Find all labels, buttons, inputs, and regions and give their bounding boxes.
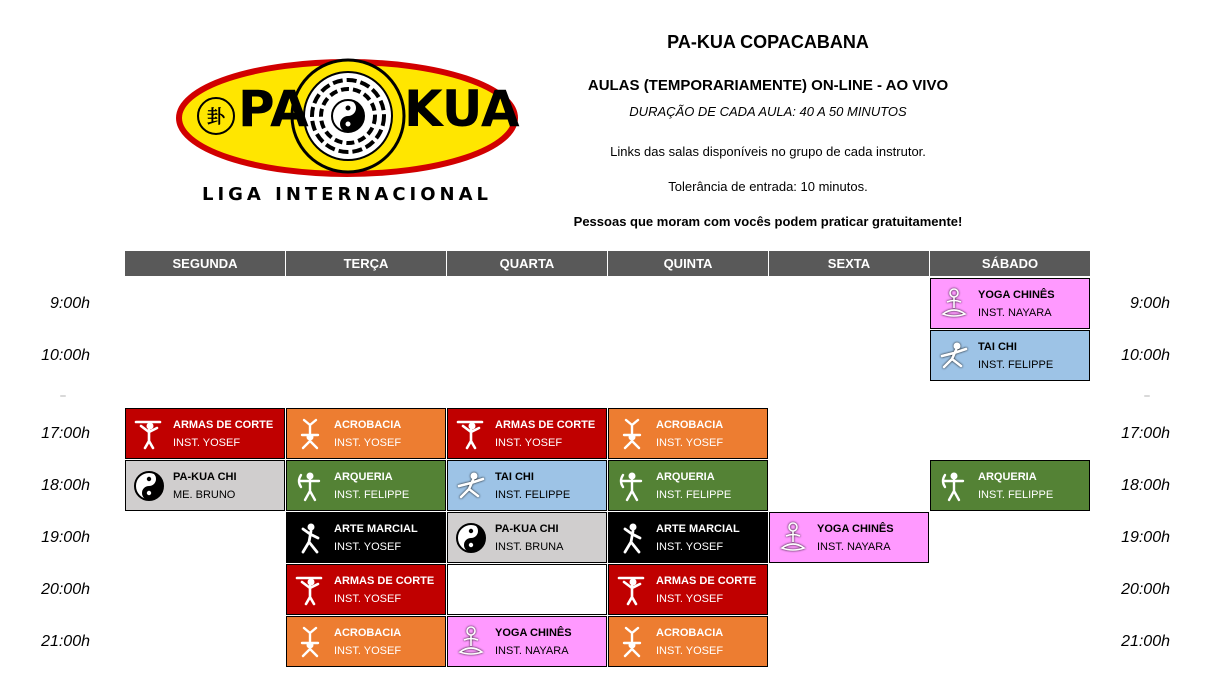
class-instructor: INST. YOSEF (334, 437, 402, 449)
sword-pose-icon (293, 573, 327, 607)
class-name: ARMAS DE CORTE (495, 419, 596, 431)
time-label-left: 21:00h (41, 633, 90, 650)
yoga-pose-icon (776, 521, 810, 555)
time-label-left: 9:00h (49, 295, 90, 312)
martial-pose-icon (615, 521, 649, 555)
class-instructor: INST. NAYARA (978, 307, 1052, 319)
class-name: YOGA CHINÊS (817, 523, 894, 535)
time-label-right: 20:00h (1121, 581, 1170, 598)
class-instructor: INST. FELIPPE (978, 489, 1054, 501)
class-name: ARMAS DE CORTE (656, 575, 757, 587)
sword-pose-icon (615, 573, 649, 607)
time-label-left: 17:00h (41, 425, 90, 442)
class-instructor: INST. FELIPPE (334, 489, 410, 501)
archer-pose-icon (293, 469, 327, 503)
class-name: PA-KUA CHI (173, 471, 237, 483)
class-cell (125, 460, 285, 511)
logo-subtitle: LIGA INTERNACIONAL (201, 184, 492, 205)
class-name: YOGA CHINÊS (978, 289, 1055, 301)
martial-pose-icon (293, 521, 327, 555)
class-cell (125, 408, 285, 459)
class-instructor: INST. FELIPPE (978, 359, 1054, 371)
time-label-right: 18:00h (1121, 477, 1170, 494)
time-label-right: 9:00h (1129, 295, 1170, 312)
time-label-left: 18:00h (41, 477, 90, 494)
class-name: PA-KUA CHI (495, 523, 559, 535)
tai-chi-pose-icon (454, 469, 488, 503)
empty-class-slot (447, 564, 607, 615)
gap-marker (60, 395, 66, 397)
archer-pose-icon (937, 469, 971, 503)
class-instructor: INST. YOSEF (656, 541, 724, 553)
acrobat-pose-icon (615, 625, 649, 659)
class-name: ARQUERIA (978, 471, 1037, 483)
class-name: ARTE MARCIAL (656, 523, 740, 535)
yin-yang-icon (454, 521, 488, 555)
day-header-quinta: QUINTA (608, 251, 768, 276)
pakua-logo (176, 58, 518, 218)
time-label-left: 20:00h (41, 581, 90, 598)
class-instructor: INST. YOSEF (334, 645, 402, 657)
day-header-segunda: SEGUNDA (125, 251, 285, 276)
class-cell (608, 616, 768, 667)
sword-pose-icon (132, 417, 166, 451)
class-name: ARQUERIA (656, 471, 715, 483)
gap-marker (1144, 395, 1150, 397)
class-cell (608, 460, 768, 511)
free-practice-notice: Pessoas que moram com vocês podem praticar gratuitamente! (573, 214, 963, 229)
class-instructor: INST. YOSEF (656, 645, 724, 657)
class-name: ACROBACIA (334, 419, 402, 431)
time-label-left: 19:00h (41, 529, 90, 546)
class-instructor: INST. YOSEF (656, 437, 724, 449)
time-label-right: 17:00h (1121, 425, 1170, 442)
class-instructor: INST. YOSEF (495, 437, 563, 449)
class-instructor: INST. NAYARA (495, 645, 569, 657)
yoga-pose-icon (937, 287, 971, 321)
class-cell (447, 512, 607, 563)
time-label-right: 21:00h (1121, 633, 1170, 650)
svg-text:卦: 卦 (207, 107, 225, 128)
class-name: ACROBACIA (656, 627, 724, 639)
time-label-left: 10:00h (41, 347, 90, 364)
class-name: ACROBACIA (656, 419, 724, 431)
class-instructor: ME. BRUNO (173, 489, 236, 501)
class-instructor: INST. YOSEF (334, 541, 402, 553)
tai-chi-pose-icon (937, 339, 971, 373)
logo-brand-right: KUA (404, 80, 520, 138)
class-cell (286, 408, 446, 459)
day-header-terca: TERÇA (286, 251, 446, 276)
class-cell (608, 564, 768, 615)
class-name: ARMAS DE CORTE (334, 575, 435, 587)
acrobat-pose-icon (293, 417, 327, 451)
class-instructor: INST. FELIPPE (656, 489, 732, 501)
day-header-sabado: SÁBADO (930, 251, 1090, 276)
class-cell (608, 512, 768, 563)
class-instructor: INST. NAYARA (817, 541, 891, 553)
class-name: ARMAS DE CORTE (173, 419, 274, 431)
class-cell (930, 330, 1090, 381)
class-name: TAI CHI (495, 471, 534, 483)
acrobat-pose-icon (615, 417, 649, 451)
sword-pose-icon (454, 417, 488, 451)
class-cell (447, 460, 607, 511)
class-cell (447, 408, 607, 459)
tolerance-note: Tolerância de entrada: 10 minutos. (668, 179, 868, 194)
class-name: YOGA CHINÊS (495, 627, 572, 639)
class-name: ARQUERIA (334, 471, 393, 483)
links-note: Links das salas disponíveis no grupo de cada instrutor. (610, 144, 926, 159)
class-name: TAI CHI (978, 341, 1017, 353)
archer-pose-icon (615, 469, 649, 503)
day-header-sexta: SEXTA (769, 251, 929, 276)
class-cell (286, 460, 446, 511)
acrobat-pose-icon (293, 625, 327, 659)
class-cell (286, 512, 446, 563)
class-instructor: INST. FELIPPE (495, 489, 571, 501)
class-name: ACROBACIA (334, 627, 402, 639)
day-header-quarta: QUARTA (447, 251, 607, 276)
class-instructor: INST. YOSEF (173, 437, 241, 449)
page-title: PA-KUA COPACABANA (667, 32, 869, 52)
class-cell (286, 616, 446, 667)
yoga-pose-icon (454, 625, 488, 659)
class-duration: DURAÇÃO DE CADA AULA: 40 A 50 MINUTOS (629, 104, 907, 119)
class-cell (930, 278, 1090, 329)
class-cell (930, 460, 1090, 511)
class-instructor: INST. YOSEF (334, 593, 402, 605)
class-cell (447, 616, 607, 667)
time-label-right: 19:00h (1121, 529, 1170, 546)
yin-yang-icon (132, 469, 166, 503)
class-cell (608, 408, 768, 459)
page-subtitle: AULAS (TEMPORARIAMENTE) ON-LINE - AO VIVO (587, 77, 949, 94)
time-label-right: 10:00h (1121, 347, 1170, 364)
class-cell (286, 564, 446, 615)
logo-brand-left: PA (238, 80, 309, 138)
class-instructor: INST. BRUNA (495, 541, 564, 553)
class-instructor: INST. YOSEF (656, 593, 724, 605)
class-cell (769, 512, 929, 563)
class-name: ARTE MARCIAL (334, 523, 418, 535)
